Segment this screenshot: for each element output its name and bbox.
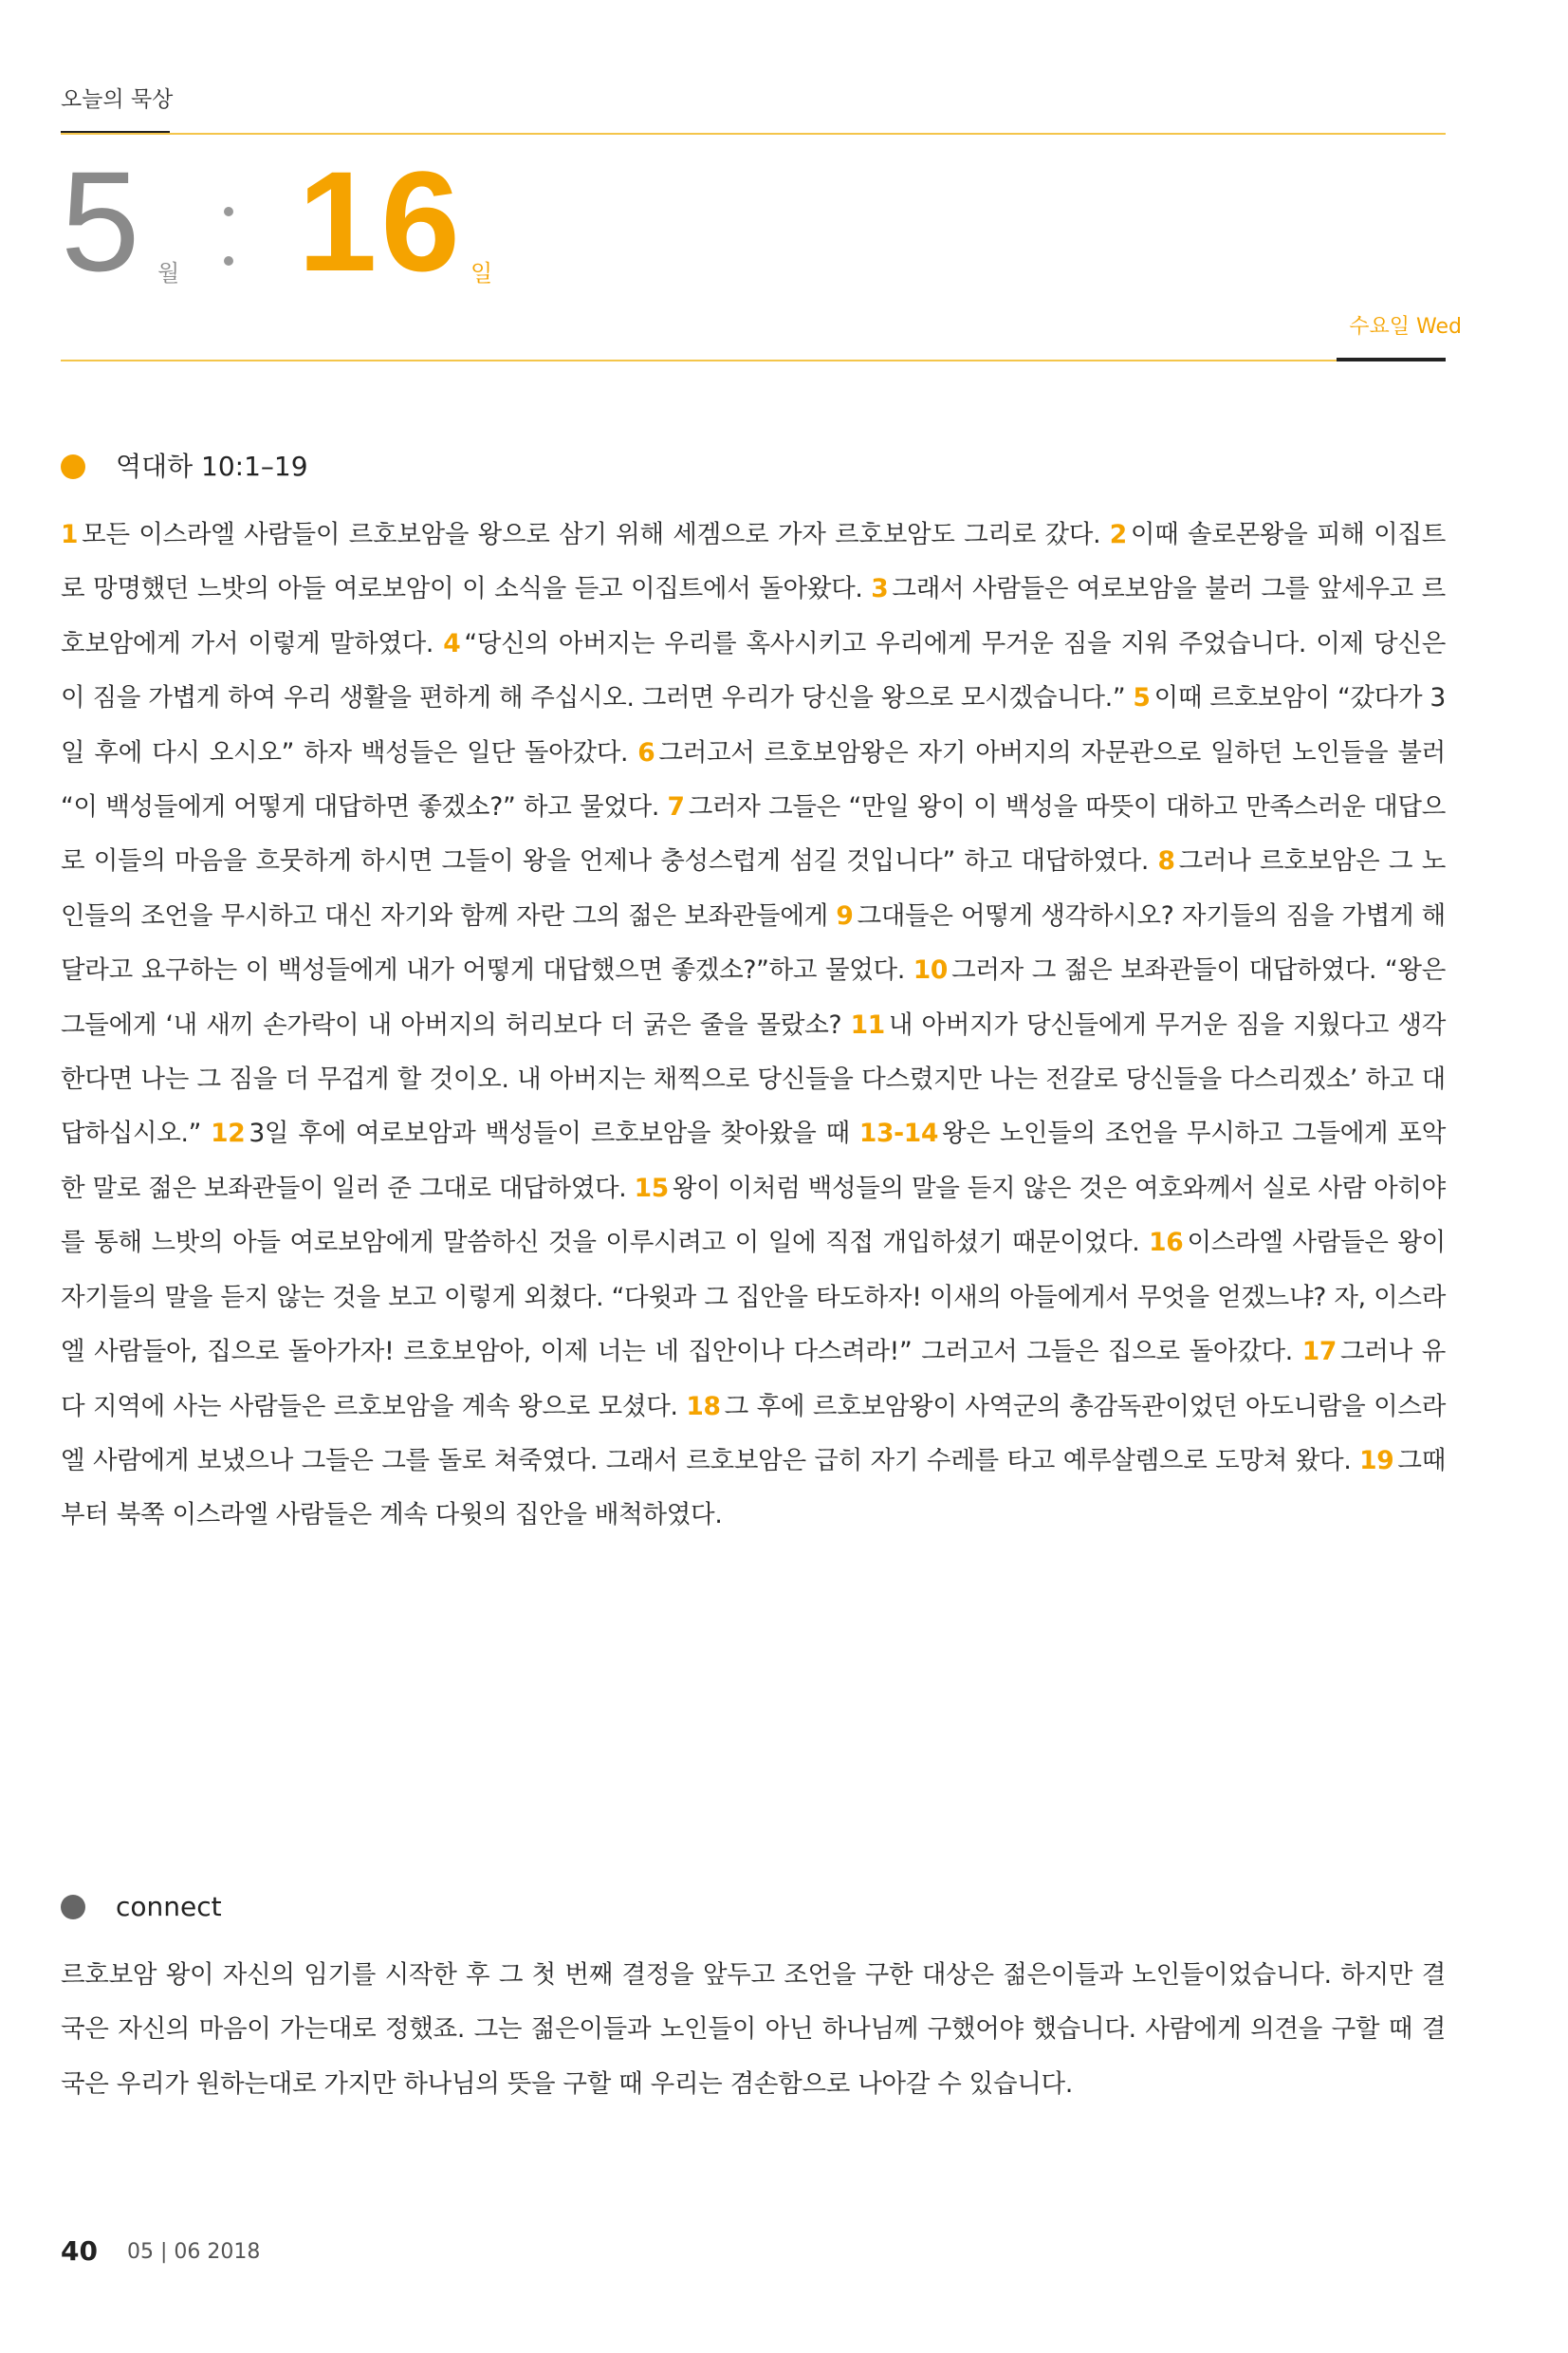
verse-text: 그러나 르호보암은 그 노인들의 조언을 무시하고 대신 자기와 함께 자란 그의 젊은 보좌관들에게	[61, 846, 1446, 931]
bottom-rule	[61, 360, 1446, 361]
verse-text: 이때 르호보암이 “갔다가 3일 후에 다시 오시오” 하자 백성들은 일단 돌아갔다.	[61, 683, 1446, 768]
issue-date: 05 | 06 2018	[127, 2240, 261, 2264]
verse-number: 18	[686, 1391, 721, 1421]
verse-text: 3일 후에 여로보암과 백성들이 르호보암을 찾아왔을 때	[249, 1119, 859, 1149]
top-rule	[61, 133, 1446, 135]
verse-number: 8	[1157, 846, 1175, 877]
weekday-underline	[1337, 358, 1446, 361]
verse-text: 그때부터 북쪽 이스라엘 사람들은 계속 다윗의 집안을 배척하였다.	[61, 1445, 1446, 1530]
verse-number: 15	[634, 1173, 669, 1203]
verse-text: 그 후에 르호보암왕이 사역군의 총감독관이었던 아도니람을 이스라엘 사람에게 보냈으나 그들은 그를 돌로 쳐죽였다. 그래서 르호보암은 급히 자기 수레를 타고 예루살렘으로 도망쳐 왔다.	[61, 1391, 1446, 1475]
month-number: 5	[61, 141, 142, 301]
bullet-dot-icon	[61, 1895, 85, 1919]
verse-text: 내 아버지가 당신들에게 무거운 짐을 지웠다고 생각한다면 나는 그 짐을 더 무겁게 할 것이오. 내 아버지는 채찍으로 당신들을 다스렸지만 나는 전갈로 당신들을 다스리겠소’ 하고 대답하십시오.”	[61, 1010, 1446, 1149]
page-number: 40	[61, 2235, 98, 2267]
weekday: 수요일 Wed	[1349, 315, 1462, 339]
verse-number: 1	[61, 520, 79, 549]
verse-text: 그러고서 르호보암왕은 자기 아버지의 자문관으로 일하던 노인들을 불러 “이 백성들에게 어떻게 대답하면 좋겠소?” 하고 물었다.	[61, 737, 1446, 823]
verse-text: 그대들은 어떻게 생각하시오? 자기들의 짐을 가볍게 해 달라고 요구하는 이 백성들에게 내가 어떻게 대답했으면 좋겠소?”하고 물었다.	[61, 900, 1446, 986]
verse-text: 그러나 유다 지역에 사는 사람들은 르호보암을 계속 왕으로 모셨다.	[61, 1337, 1446, 1421]
verse-number: 4	[443, 628, 461, 658]
verse-text: 그러자 그 젊은 보좌관들이 대답하였다. “왕은 그들에게 ‘내 새끼 손가락이 내 아버지의 허리보다 더 굵은 줄을 몰랐소?	[61, 955, 1446, 1040]
verse-text: 그래서 사람들은 여로보암을 불러 그를 앞세우고 르호보암에게 가서 이렇게 말하였다.	[61, 574, 1446, 658]
verse-number: 12	[211, 1119, 246, 1149]
scripture-passage	[61, 508, 1446, 1543]
verse-number: 10	[913, 955, 949, 986]
verse-number: 3	[871, 574, 889, 604]
verse-text: 이스라엘 사람들은 왕이 자기들의 말을 듣지 않는 것을 보고 이렇게 외쳤다. “다윗과 그 집안을 타도하자! 이새의 아들에게서 무엇을 얻겠느냐? 자, 이스라엘 사람들아, 집으로 돌아가자! 르호보암아, 이제 너는 네 집안이나 다스려라!” 그러고서 그들은 집으로 돌아갔다.	[61, 1228, 1446, 1367]
verse-number: 13-14	[858, 1119, 939, 1149]
section-label: 오늘의 묵상	[61, 87, 174, 112]
month-unit: 월	[157, 260, 180, 287]
verse-number: 17	[1301, 1337, 1337, 1367]
verse-number: 5	[1133, 683, 1151, 713]
connect-body: 르호보암 왕이 자신의 임기를 시작한 후 그 첫 번째 결정을 앞두고 조언을 구한 대상은 젊은이들과 노인들이었습니다. 하지만 결국은 자신의 마음이 가는대로 정했죠. 그는 젊은이들과 노인들이 아닌 하나님께 구했어야 했습니다. 사람에게 의견을 구할 때 결국은 우리가 원하는대로 가지만 하나님의 뜻을 구할 때 우리는 겸손함으로 나아갈 수 있습니다.	[61, 1960, 1446, 2099]
verse-text: 왕이 이처럼 백성들의 말을 듣지 않은 것은 여호와께서 실로 사람 아히야를 통해 느밧의 아들 여로보암에게 말씀하신 것을 이루시려고 이 일에 직접 개입하셨기 때문이었다.	[61, 1173, 1446, 1258]
connect-title: connect	[116, 1891, 222, 1922]
day-number: 16	[298, 141, 464, 301]
verse-text: 모든 이스라엘 사람들이 르호보암을 왕으로 삼기 위해 세겜으로 가자 르호보암도 그리로 갔다.	[82, 520, 1110, 549]
bullet-dot-icon	[61, 454, 85, 479]
verse-number: 19	[1359, 1445, 1394, 1475]
verse-text: 왕은 노인들의 조언을 무시하고 그들에게 포악한 말로 젊은 보좌관들이 일러 준 그대로 대답하였다.	[61, 1119, 1446, 1203]
scripture-reference: 역대하 10:1–19	[116, 451, 308, 482]
date-row	[61, 141, 1446, 302]
verse-number: 11	[850, 1010, 885, 1040]
verse-number: 9	[836, 900, 854, 931]
verse-number: 6	[637, 737, 655, 768]
verse-number: 2	[1109, 520, 1127, 549]
verse-text: 이때 솔로몬왕을 피해 이집트로 망명했던 느밧의 아들 여로보암이 이 소식을 듣고 이집트에서 돌아왔다.	[61, 520, 1446, 604]
verse-number: 16	[1149, 1228, 1184, 1258]
day-unit: 일	[470, 260, 493, 287]
verse-text: “당신의 아버지는 우리를 혹사시키고 우리에게 무거운 짐을 지워 주었습니다. 이제 당신은 이 짐을 가볍게 하여 우리 생활을 편하게 해 주십시오. 그러면 우리가 당신을 왕으로 모시겠습니다.”	[61, 628, 1446, 713]
verse-text: 그러자 그들은 “만일 왕이 이 백성을 따뜻이 대하고 만족스러운 대답으로 이들의 마음을 흐뭇하게 하시면 그들이 왕을 언제나 충성스럽게 섬길 것입니다” 하고 대답하였다.	[61, 792, 1447, 877]
verse-number: 7	[667, 792, 685, 823]
colon-separator	[222, 207, 235, 273]
